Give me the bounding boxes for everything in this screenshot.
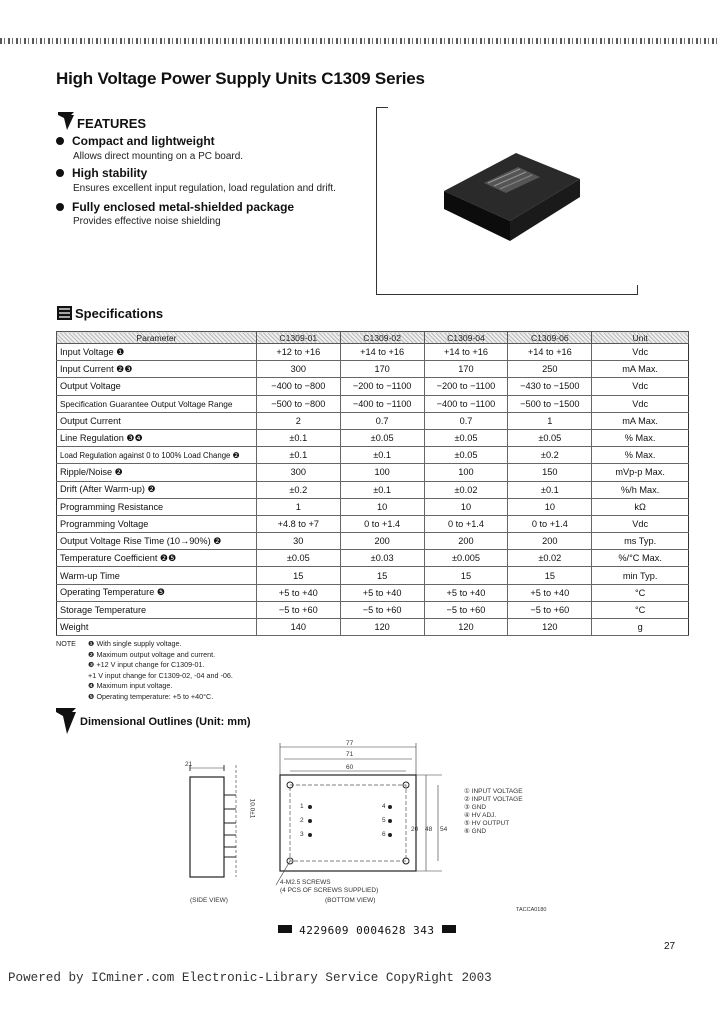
- value-cell: 120: [508, 619, 592, 636]
- table-row: [57, 584, 689, 601]
- feature-description: Allows direct mounting on a PC board.: [73, 151, 244, 162]
- value-cell: ±0.05: [256, 550, 340, 567]
- value-cell: 300: [256, 361, 340, 378]
- footer-text: Powered by ICminer.com Electronic-Library Service CopyRight 2003: [8, 971, 492, 985]
- value-cell: 2: [256, 412, 340, 429]
- value-cell: 15: [340, 567, 424, 584]
- value-cell: 1: [508, 412, 592, 429]
- parameter-cell: Drift (After Warm-up) ❷: [57, 481, 257, 498]
- parameter-cell: Storage Temperature: [57, 601, 257, 618]
- value-cell: ±0.2: [256, 481, 340, 498]
- value-cell: −500 to −1500: [508, 395, 592, 412]
- value-cell: 15: [508, 567, 592, 584]
- table-row: [57, 498, 689, 515]
- pin-legend: ⑥ GND: [464, 828, 487, 835]
- value-cell: 10: [508, 498, 592, 515]
- feature-description: Ensures excellent input regulation, load regulation and drift.: [73, 183, 336, 194]
- unit-cell: °C: [592, 601, 689, 618]
- unit-cell: Vdc: [592, 395, 689, 412]
- feature-item: [56, 166, 147, 180]
- value-cell: −5 to +60: [340, 601, 424, 618]
- unit-cell: kΩ: [592, 498, 689, 515]
- value-cell: 0 to +1.4: [424, 515, 508, 532]
- pin-legend: ④ HV ADJ.: [464, 812, 497, 819]
- value-cell: −200 to −1100: [340, 378, 424, 395]
- dim-label: 71: [346, 751, 354, 758]
- unit-cell: ms Typ.: [592, 533, 689, 550]
- feature-item: [56, 200, 294, 214]
- table-row: [57, 378, 689, 395]
- value-cell: −400 to −1100: [340, 395, 424, 412]
- table-header-row: [57, 332, 689, 344]
- column-header: C1309-04: [424, 332, 508, 344]
- parameter-cell: Line Regulation ❸❹: [57, 429, 257, 446]
- value-cell: ±0.03: [340, 550, 424, 567]
- table-row: [57, 481, 689, 498]
- table-row: [57, 601, 689, 618]
- value-cell: 200: [508, 533, 592, 550]
- table-row: [57, 447, 689, 464]
- value-cell: −200 to −1100: [424, 378, 508, 395]
- value-cell: ±0.05: [508, 429, 592, 446]
- parameter-cell: Programming Resistance: [57, 498, 257, 515]
- parameter-cell: Specification Guarantee Output Voltage Range: [57, 395, 257, 412]
- feature-title: High stability: [72, 166, 148, 180]
- value-cell: ±0.005: [424, 550, 508, 567]
- specifications-icon: [57, 306, 71, 320]
- unit-cell: g: [592, 619, 689, 636]
- parameter-cell: Weight: [57, 619, 257, 636]
- value-cell: ±0.05: [424, 447, 508, 464]
- barcode-line: [278, 924, 456, 937]
- pin-legend: ② INPUT VOLTAGE: [464, 796, 523, 803]
- table-row: [57, 567, 689, 584]
- unit-cell: Vdc: [592, 378, 689, 395]
- column-header: Unit: [592, 332, 689, 344]
- value-cell: −400 to −1100: [424, 395, 508, 412]
- parameter-cell: Operating Temperature ❺: [57, 584, 257, 601]
- note-item: ❸ +12 V input change for C1309-01.: [88, 660, 205, 669]
- table-row: [57, 395, 689, 412]
- unit-cell: min Typ.: [592, 567, 689, 584]
- table-row: [57, 619, 689, 636]
- value-cell: 30: [256, 533, 340, 550]
- value-cell: +14 to +16: [508, 344, 592, 361]
- note-item: ❹ Maximum input voltage.: [88, 681, 173, 690]
- dim-label: 48: [425, 826, 433, 833]
- value-cell: ±0.05: [424, 429, 508, 446]
- parameter-cell: Programming Voltage: [57, 515, 257, 532]
- table-row: [57, 515, 689, 532]
- value-cell: 1: [256, 498, 340, 515]
- bullet-icon: [56, 137, 64, 145]
- value-cell: 15: [256, 567, 340, 584]
- value-cell: +5 to +40: [508, 584, 592, 601]
- value-cell: ±0.2: [508, 447, 592, 464]
- note-item: ❺ Operating temperature: +5 to +40°C.: [88, 691, 214, 701]
- dim-label: 21: [185, 761, 193, 768]
- value-cell: 200: [424, 533, 508, 550]
- screw-note: (4 PCS OF SCREWS SUPPLIED): [280, 887, 379, 894]
- value-cell: ±0.1: [340, 481, 424, 498]
- unit-cell: °C: [592, 584, 689, 601]
- value-cell: ±0.1: [508, 481, 592, 498]
- unit-cell: % Max.: [592, 429, 689, 446]
- parameter-cell: Input Current ❷❸: [57, 361, 257, 378]
- pin-number: 5: [382, 817, 386, 824]
- table-row: [57, 533, 689, 550]
- dim-label: 54: [440, 826, 448, 833]
- value-cell: 250: [508, 361, 592, 378]
- unit-cell: mA Max.: [592, 361, 689, 378]
- value-cell: ±0.1: [256, 447, 340, 464]
- dim-label: 10.0±1: [248, 798, 256, 819]
- parameter-cell: Temperature Coefficient ❷❺: [57, 550, 257, 567]
- parameter-cell: Ripple/Noise ❷: [57, 464, 257, 481]
- value-cell: +5 to +40: [340, 584, 424, 601]
- value-cell: 100: [424, 464, 508, 481]
- dim-label: 60: [346, 764, 354, 771]
- pin-number: 1: [300, 803, 304, 810]
- section-marker-icon: [56, 708, 70, 722]
- unit-cell: mA Max.: [592, 412, 689, 429]
- parameter-cell: Output Voltage: [57, 378, 257, 395]
- feature-title: Compact and lightweight: [72, 134, 215, 148]
- value-cell: 120: [340, 619, 424, 636]
- dimensions-heading: Dimensional Outlines (Unit: mm): [80, 716, 251, 728]
- parameter-cell: Input Voltage ❶: [57, 344, 257, 361]
- note-item: ❶ With single supply voltage.: [88, 639, 182, 648]
- scan-noise-strip: [0, 38, 720, 44]
- value-cell: 0.7: [340, 412, 424, 429]
- value-cell: +5 to +40: [424, 584, 508, 601]
- value-cell: −5 to +60: [508, 601, 592, 618]
- view-caption: (BOTTOM VIEW): [325, 897, 376, 904]
- table-row: [57, 412, 689, 429]
- pin-legend: ③ GND: [464, 804, 487, 811]
- parameter-cell: Warm-up Time: [57, 567, 257, 584]
- value-cell: +14 to +16: [340, 344, 424, 361]
- bullet-icon: [56, 169, 64, 177]
- value-cell: −5 to +60: [256, 601, 340, 618]
- unit-cell: mVp-p Max.: [592, 464, 689, 481]
- unit-cell: %/°C Max.: [592, 550, 689, 567]
- value-cell: ±0.02: [424, 481, 508, 498]
- note-item: ❷ Maximum output voltage and current.: [88, 649, 216, 659]
- pin-legend: ① INPUT VOLTAGE: [464, 788, 523, 795]
- bullet-icon: [56, 203, 64, 211]
- pin-number: 3: [300, 831, 304, 838]
- barcode-text: 4229609 0004628 343: [299, 924, 435, 937]
- value-cell: 140: [256, 619, 340, 636]
- value-cell: 170: [340, 361, 424, 378]
- value-cell: +14 to +16: [424, 344, 508, 361]
- column-header: C1309-01: [256, 332, 340, 344]
- section-marker-icon: [58, 112, 72, 126]
- value-cell: ±0.05: [340, 429, 424, 446]
- drawing-code: TACCA0180: [516, 907, 547, 913]
- page-number: 27: [664, 941, 676, 952]
- pin-number: 4: [382, 803, 386, 810]
- specifications-table: [56, 331, 689, 636]
- feature-item: [56, 134, 215, 148]
- barcode-block-icon: [278, 925, 292, 933]
- column-header: C1309-06: [508, 332, 592, 344]
- dim-label: 77: [346, 740, 354, 747]
- specifications-heading: Specifications: [75, 306, 164, 321]
- value-cell: 0 to +1.4: [508, 515, 592, 532]
- value-cell: 100: [340, 464, 424, 481]
- parameter-cell: Load Regulation against 0 to 100% Load Change ❷: [57, 447, 257, 464]
- value-cell: 120: [424, 619, 508, 636]
- value-cell: +5 to +40: [256, 584, 340, 601]
- pin-number: 6: [382, 831, 386, 838]
- feature-description: Provides effective noise shielding: [73, 216, 221, 227]
- value-cell: 200: [340, 533, 424, 550]
- table-row: [57, 429, 689, 446]
- note-item: +1 V input change for C1309-02, -04 and -06.: [88, 670, 233, 680]
- value-cell: 0.7: [424, 412, 508, 429]
- unit-cell: % Max.: [592, 447, 689, 464]
- value-cell: 10: [340, 498, 424, 515]
- features-heading: FEATURES: [77, 116, 147, 131]
- column-header: C1309-02: [340, 332, 424, 344]
- value-cell: 0 to +1.4: [340, 515, 424, 532]
- value-cell: 10: [424, 498, 508, 515]
- notes-label: NOTE: [56, 639, 76, 648]
- table-row: [57, 361, 689, 378]
- column-header: Parameter: [57, 332, 257, 344]
- value-cell: 300: [256, 464, 340, 481]
- value-cell: 15: [424, 567, 508, 584]
- unit-cell: Vdc: [592, 344, 689, 361]
- table-row: [57, 550, 689, 567]
- parameter-cell: Output Current: [57, 412, 257, 429]
- pin-legend: ⑤ HV OUTPUT: [464, 820, 510, 827]
- screw-note: 4-M2.5 SCREWS: [280, 879, 331, 886]
- value-cell: −5 to +60: [424, 601, 508, 618]
- value-cell: +4.8 to +7: [256, 515, 340, 532]
- value-cell: ±0.02: [508, 550, 592, 567]
- value-cell: ±0.1: [340, 447, 424, 464]
- value-cell: −500 to −800: [256, 395, 340, 412]
- unit-cell: Vdc: [592, 515, 689, 532]
- product-photo: [440, 143, 585, 243]
- table-row: [57, 464, 689, 481]
- page-title: High Voltage Power Supply Units C1309 Series: [56, 69, 425, 88]
- value-cell: +12 to +16: [256, 344, 340, 361]
- value-cell: −400 to −800: [256, 378, 340, 395]
- value-cell: 150: [508, 464, 592, 481]
- view-caption: (SIDE VIEW): [190, 897, 228, 904]
- pin-number: 2: [300, 817, 304, 824]
- value-cell: 170: [424, 361, 508, 378]
- unit-cell: %/h Max.: [592, 481, 689, 498]
- table-row: [57, 344, 689, 361]
- barcode-block-icon: [442, 925, 456, 933]
- dim-label: 20: [411, 826, 419, 833]
- parameter-cell: Output Voltage Rise Time (10→90%) ❷: [57, 533, 257, 550]
- feature-title: Fully enclosed metal-shielded package: [72, 200, 295, 214]
- value-cell: −430 to −1500: [508, 378, 592, 395]
- value-cell: ±0.1: [256, 429, 340, 446]
